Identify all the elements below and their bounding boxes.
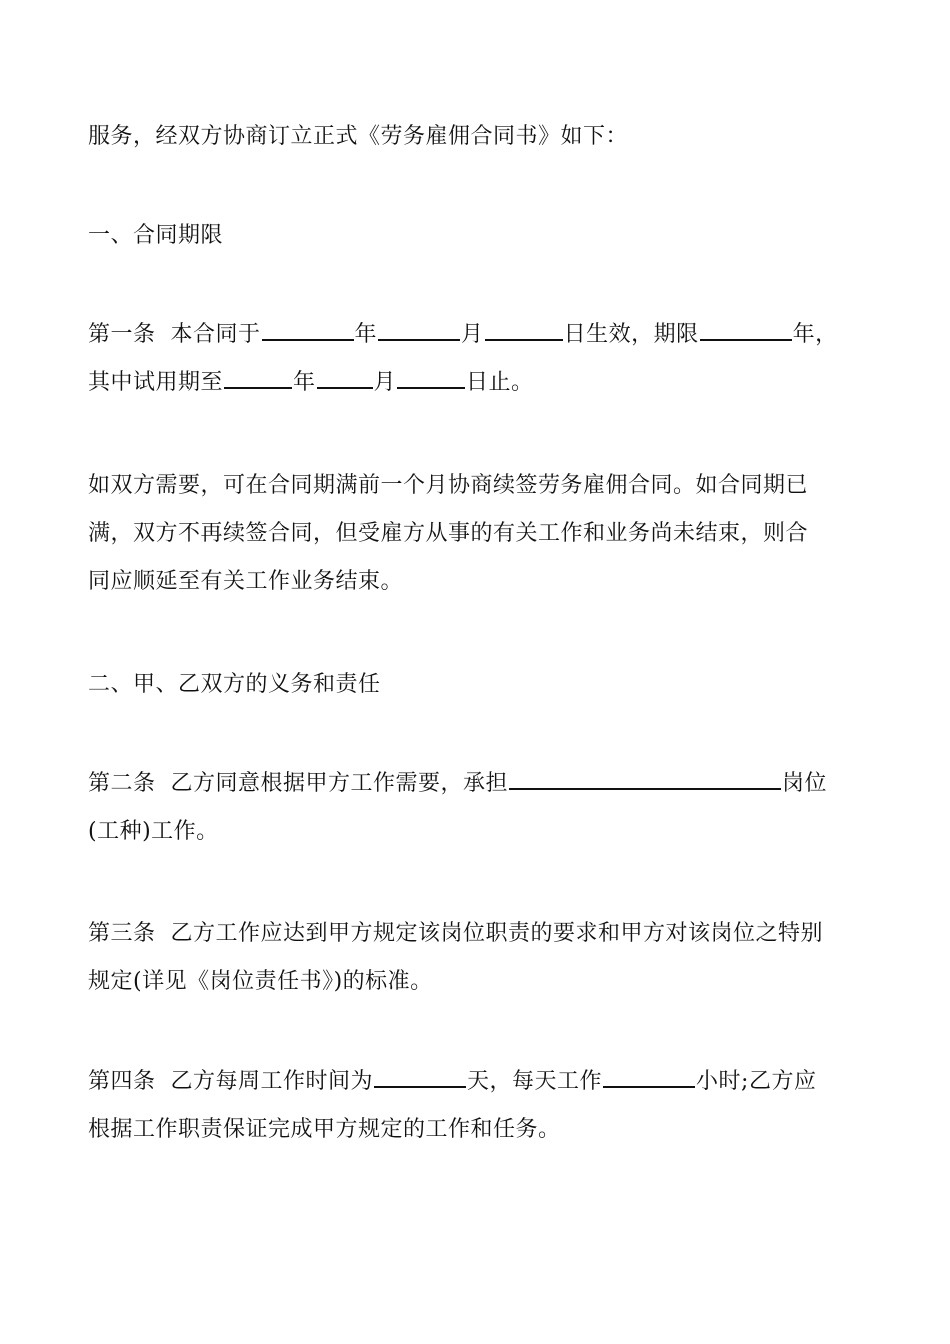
article-3-text: 乙方工作应达到甲方规定该岗位职责的要求和甲方对该岗位之特别: [170, 921, 824, 946]
article-4-line-2: 根据工作职责保证完成甲方规定的工作和任务。: [88, 1117, 561, 1142]
section-2-heading-text: 二、甲、乙双方的义务和责任: [88, 672, 381, 697]
article-3-line-1: [88, 910, 863, 958]
position-blank: [509, 762, 781, 790]
section-2-heading: [88, 661, 863, 709]
month-label: 月: [461, 322, 484, 347]
article-1-line-1: [88, 311, 863, 359]
article-2-line-1: [88, 760, 863, 808]
month2-label: 月: [373, 370, 397, 395]
intro-paragraph: [88, 113, 863, 161]
start-month-blank: [378, 313, 460, 341]
probation-year-blank: [224, 361, 292, 389]
renewal-line-1: 如双方需要，可在合同期满前一个月协商续签劳务雇佣合同。如合同期已: [88, 473, 809, 498]
article-1: [88, 311, 863, 407]
renewal-line-2: 满，双方不再续签合同，但受雇方从事的有关工作和业务尚未结束，则合: [88, 521, 809, 546]
day-effective-label: 日生效，期限: [563, 322, 699, 347]
article-2-label: 第二条: [88, 771, 156, 796]
probation-month-blank: [317, 361, 373, 389]
renewal-line-3: 同应顺延至有关工作业务结束。: [88, 569, 404, 594]
article-3: [88, 910, 863, 1006]
year-label: 年: [354, 322, 378, 347]
article-4-label: 第四条: [88, 1069, 156, 1094]
section-1-heading-text: 一、合同期限: [88, 223, 224, 248]
probation-day-blank: [397, 361, 465, 389]
section-1-heading: [88, 212, 863, 260]
article-2: [88, 760, 863, 856]
article-4: [88, 1058, 863, 1154]
year-term-label: 年，: [792, 322, 838, 347]
article-1-line-2-text: 其中试用期至: [88, 370, 224, 395]
days-per-week-blank: [374, 1060, 466, 1088]
article-3-line-2: 规定(详见《岗位责任书》)的标准。: [88, 969, 433, 994]
article-4-text-c: 小时;乙方应: [696, 1069, 817, 1094]
article-4-text-b: 天，每天工作: [467, 1069, 603, 1094]
article-4-text-a: 乙方每周工作时间为: [170, 1069, 374, 1094]
renewal-paragraph: [88, 462, 863, 606]
intro-text: 服务，经双方协商订立正式《劳务雇佣合同书》如下：: [88, 124, 629, 149]
article-2-text-a: 乙方同意根据甲方工作需要，承担: [170, 771, 509, 796]
day-end-label: 日止。: [466, 370, 534, 395]
article-4-line-1: [88, 1058, 863, 1106]
article-1-text-a: 本合同于: [170, 322, 261, 347]
year2-label: 年: [293, 370, 316, 395]
article-3-label: 第三条: [88, 921, 156, 946]
start-day-blank: [485, 313, 563, 341]
term-years-blank: [700, 313, 792, 341]
article-1-label: 第一条: [88, 322, 156, 347]
hours-per-day-blank: [603, 1060, 695, 1088]
article-2-line-2: (工种)工作。: [88, 819, 219, 844]
article-1-line-2: [88, 359, 863, 407]
article-2-text-b: 岗位: [782, 771, 828, 796]
start-year-blank: [262, 313, 354, 341]
